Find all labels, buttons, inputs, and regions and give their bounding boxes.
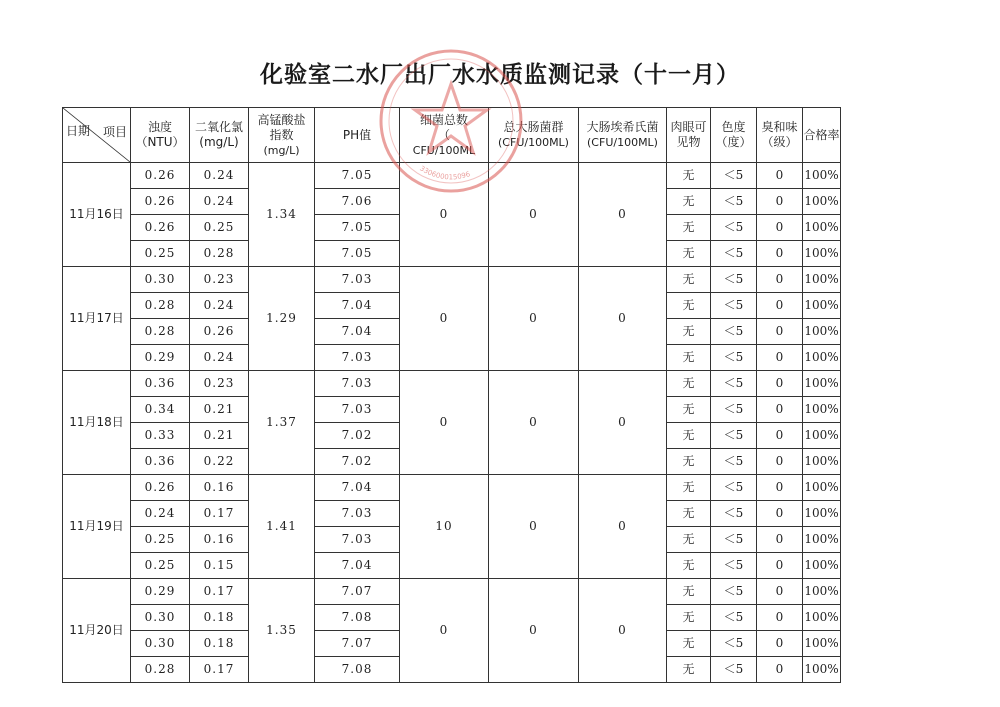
turbidity-cell: 0.26 [131,215,190,241]
chlorine-dioxide-cell: 0.24 [190,345,249,371]
stamp-number: 330600015096 [418,164,472,182]
color-cell: ＜5 [711,397,757,423]
table-row [63,371,841,397]
pass-rate-cell: 100% [803,189,841,215]
ph-cell: 7.08 [315,605,400,631]
odor-cell: 0 [757,371,803,397]
turbidity-cell: 0.26 [131,163,190,189]
odor-cell: 0 [757,631,803,657]
water-quality-table [62,107,841,683]
chlorine-dioxide-cell: 0.17 [190,579,249,605]
visible-matter-cell: 无 [667,345,711,371]
turbidity-cell: 0.28 [131,319,190,345]
turbidity-cell: 0.28 [131,293,190,319]
chlorine-dioxide-cell: 0.24 [190,163,249,189]
pass-rate-cell: 100% [803,631,841,657]
table-body [63,163,841,683]
pass-rate-cell: 100% [803,501,841,527]
color-cell: ＜5 [711,293,757,319]
odor-cell: 0 [757,475,803,501]
odor-cell: 0 [757,605,803,631]
bacteria-header: 细菌总数 （ CFU/100ML [400,108,489,163]
color-cell: ＜5 [711,449,757,475]
odor-cell: 0 [757,527,803,553]
color-cell: ＜5 [711,371,757,397]
color-cell: ＜5 [711,605,757,631]
turbidity-cell: 0.36 [131,371,190,397]
header-row [63,108,841,163]
turbidity-cell: 0.25 [131,527,190,553]
bacteria-cell: 0 [400,579,489,683]
visible-matter-cell: 无 [667,475,711,501]
turbidity-cell: 0.26 [131,189,190,215]
turbidity-cell: 0.29 [131,579,190,605]
date-cell: 11月17日 [63,267,131,371]
turbidity-cell: 0.30 [131,267,190,293]
ph-cell: 7.05 [315,215,400,241]
odor-cell: 0 [757,501,803,527]
odor-cell: 0 [757,579,803,605]
permanganate-cell: 1.37 [249,371,315,475]
visible-matter-header: 肉眼可 见物 [667,108,711,163]
pass-rate-cell: 100% [803,449,841,475]
ph-cell: 7.03 [315,345,400,371]
table-row [63,475,841,501]
pass-rate-cell: 100% [803,579,841,605]
visible-matter-cell: 无 [667,293,711,319]
chlorine-dioxide-cell: 0.15 [190,553,249,579]
visible-matter-cell: 无 [667,605,711,631]
coliform-header: 总大肠菌群 (CFU/100ML) [489,108,579,163]
odor-cell: 0 [757,163,803,189]
turbidity-cell: 0.25 [131,241,190,267]
visible-matter-cell: 无 [667,267,711,293]
chlorine-dioxide-cell: 0.18 [190,631,249,657]
color-cell: ＜5 [711,189,757,215]
visible-matter-cell: 无 [667,527,711,553]
odor-cell: 0 [757,319,803,345]
coliform-cell: 0 [489,163,579,267]
odor-cell: 0 [757,189,803,215]
permanganate-header: 高锰酸盐 指数 (mg/L) [249,108,315,163]
pass-rate-cell: 100% [803,657,841,683]
odor-header: 臭和味 （级） [757,108,803,163]
chlorine-dioxide-cell: 0.25 [190,215,249,241]
date-cell: 11月18日 [63,371,131,475]
odor-cell: 0 [757,241,803,267]
permanganate-cell: 1.34 [249,163,315,267]
chlorine-dioxide-cell: 0.24 [190,293,249,319]
pass-rate-cell: 100% [803,241,841,267]
chlorine-dioxide-cell: 0.23 [190,371,249,397]
chlorine-dioxide-cell: 0.23 [190,267,249,293]
ph-cell: 7.04 [315,553,400,579]
color-cell: ＜5 [711,579,757,605]
visible-matter-cell: 无 [667,631,711,657]
odor-cell: 0 [757,215,803,241]
ph-cell: 7.05 [315,163,400,189]
ph-cell: 7.02 [315,423,400,449]
corner-item-label: 项目 [102,125,127,139]
color-cell: ＜5 [711,423,757,449]
visible-matter-cell: 无 [667,319,711,345]
ecoli-cell: 0 [579,267,667,371]
visible-matter-cell: 无 [667,553,711,579]
ph-cell: 7.04 [315,475,400,501]
color-cell: ＜5 [711,241,757,267]
odor-cell: 0 [757,423,803,449]
permanganate-cell: 1.41 [249,475,315,579]
ph-cell: 7.03 [315,527,400,553]
visible-matter-cell: 无 [667,579,711,605]
chlorine-dioxide-header: 二氧化氯 (mg/L) [190,108,249,163]
chlorine-dioxide-cell: 0.16 [190,527,249,553]
turbidity-cell: 0.24 [131,501,190,527]
color-header: 色度 （度） [711,108,757,163]
ph-cell: 7.07 [315,631,400,657]
color-cell: ＜5 [711,215,757,241]
visible-matter-cell: 无 [667,423,711,449]
turbidity-cell: 0.30 [131,631,190,657]
visible-matter-cell: 无 [667,189,711,215]
corner-header [63,108,131,163]
permanganate-cell: 1.29 [249,267,315,371]
bacteria-cell: 0 [400,371,489,475]
visible-matter-cell: 无 [667,501,711,527]
ecoli-header: 大肠埃希氏菌 (CFU/100ML) [579,108,667,163]
date-cell: 11月19日 [63,475,131,579]
chlorine-dioxide-cell: 0.21 [190,397,249,423]
turbidity-cell: 0.33 [131,423,190,449]
pass-rate-cell: 100% [803,293,841,319]
coliform-cell: 0 [489,579,579,683]
odor-cell: 0 [757,657,803,683]
color-cell: ＜5 [711,475,757,501]
ph-cell: 7.03 [315,371,400,397]
coliform-cell: 0 [489,371,579,475]
ecoli-cell: 0 [579,163,667,267]
ph-cell: 7.02 [315,449,400,475]
ecoli-cell: 0 [579,371,667,475]
table-row [63,579,841,605]
corner-date-label: 日期 [66,124,91,138]
pass-rate-cell: 100% [803,345,841,371]
color-cell: ＜5 [711,267,757,293]
pass-rate-cell: 100% [803,423,841,449]
pass-rate-cell: 100% [803,475,841,501]
bacteria-cell: 0 [400,267,489,371]
ph-cell: 7.03 [315,501,400,527]
odor-cell: 0 [757,345,803,371]
ph-cell: 7.06 [315,189,400,215]
date-cell: 11月16日 [63,163,131,267]
document-title: 化验室二水厂出厂水水质监测记录（十一月） [260,62,740,88]
coliform-cell: 0 [489,475,579,579]
ph-header: PH值 [315,108,400,163]
pass-rate-cell: 100% [803,319,841,345]
ph-cell: 7.04 [315,293,400,319]
date-cell: 11月20日 [63,579,131,683]
ecoli-cell: 0 [579,579,667,683]
color-cell: ＜5 [711,501,757,527]
color-cell: ＜5 [711,553,757,579]
color-cell: ＜5 [711,657,757,683]
visible-matter-cell: 无 [667,371,711,397]
visible-matter-cell: 无 [667,397,711,423]
turbidity-cell: 0.36 [131,449,190,475]
ph-cell: 7.08 [315,657,400,683]
visible-matter-cell: 无 [667,215,711,241]
chlorine-dioxide-cell: 0.28 [190,241,249,267]
table-row [63,163,841,189]
pass-rate-cell: 100% [803,397,841,423]
odor-cell: 0 [757,397,803,423]
chlorine-dioxide-cell: 0.16 [190,475,249,501]
turbidity-cell: 0.29 [131,345,190,371]
pass-rate-cell: 100% [803,215,841,241]
chlorine-dioxide-cell: 0.18 [190,605,249,631]
coliform-cell: 0 [489,267,579,371]
ecoli-cell: 0 [579,475,667,579]
odor-cell: 0 [757,449,803,475]
color-cell: ＜5 [711,319,757,345]
turbidity-cell: 0.28 [131,657,190,683]
turbidity-cell: 0.30 [131,605,190,631]
turbidity-cell: 0.34 [131,397,190,423]
turbidity-header: 浊度 （NTU） [131,108,190,163]
chlorine-dioxide-cell: 0.24 [190,189,249,215]
pass-rate-cell: 100% [803,163,841,189]
table-row [63,267,841,293]
ph-cell: 7.07 [315,579,400,605]
pass-rate-header: 合格率 [803,108,841,163]
visible-matter-cell: 无 [667,449,711,475]
pass-rate-cell: 100% [803,267,841,293]
color-cell: ＜5 [711,163,757,189]
bacteria-cell: 10 [400,475,489,579]
color-cell: ＜5 [711,345,757,371]
color-cell: ＜5 [711,631,757,657]
bacteria-cell: 0 [400,163,489,267]
ph-cell: 7.04 [315,319,400,345]
pass-rate-cell: 100% [803,371,841,397]
turbidity-cell: 0.25 [131,553,190,579]
visible-matter-cell: 无 [667,163,711,189]
odor-cell: 0 [757,267,803,293]
color-cell: ＜5 [711,527,757,553]
ph-cell: 7.03 [315,267,400,293]
chlorine-dioxide-cell: 0.17 [190,501,249,527]
chlorine-dioxide-cell: 0.22 [190,449,249,475]
chlorine-dioxide-cell: 0.26 [190,319,249,345]
ph-cell: 7.05 [315,241,400,267]
odor-cell: 0 [757,553,803,579]
ph-cell: 7.03 [315,397,400,423]
pass-rate-cell: 100% [803,605,841,631]
turbidity-cell: 0.26 [131,475,190,501]
pass-rate-cell: 100% [803,527,841,553]
visible-matter-cell: 无 [667,241,711,267]
permanganate-cell: 1.35 [249,579,315,683]
chlorine-dioxide-cell: 0.17 [190,657,249,683]
visible-matter-cell: 无 [667,657,711,683]
pass-rate-cell: 100% [803,553,841,579]
odor-cell: 0 [757,293,803,319]
chlorine-dioxide-cell: 0.21 [190,423,249,449]
